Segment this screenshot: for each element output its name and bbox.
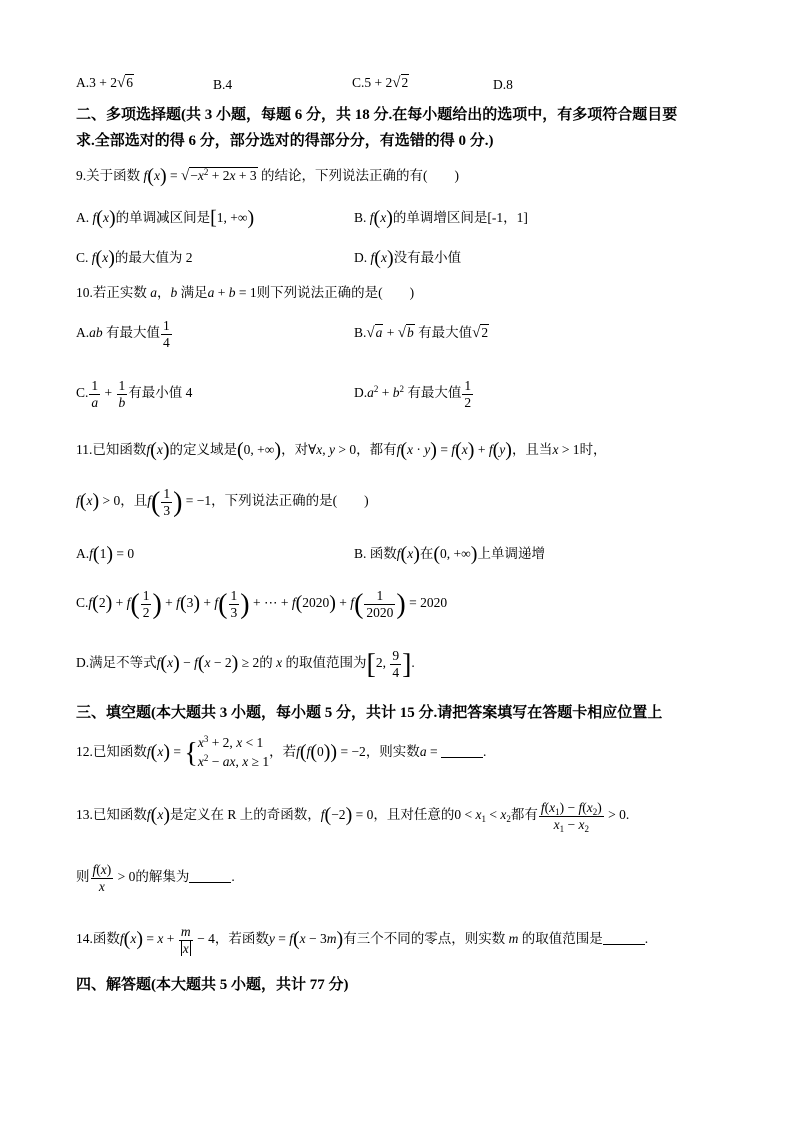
q14-answer-blank[interactable] — [603, 932, 645, 945]
q11-option-a: A.f(1) = 0 — [76, 543, 135, 565]
q8-option-a: A.3 + 2√6 — [76, 75, 133, 91]
section3-heading: 三、填空题(本大题共 3 小题，每小题 5 分，共计 15 分.请把答案填写在答题卡相应位置上 — [76, 705, 663, 721]
q13-stem-line1: 13.已知函数f(x)是定义在 R 上的奇函数，f(−2) = 0，且对任意的$0 < x_1 < x_2$都有 $\frac{f(x_1) - f(x_2)}{x_1 - x_2}$ > 0. — [76, 800, 630, 834]
section2-heading-line1: 二、多项选择题(共 3 小题，每题 6 分，共 18 分.在每小题给出的选项中，有多项符合题目要 — [76, 107, 678, 123]
q10-option-a: A.ab 有最大值 $\frac{1}{4}$ — [76, 318, 170, 350]
q9-option-c: C. f(x)的最大值为 2 — [76, 247, 193, 269]
q12-stem: 12.已知函数f(x) = { $x^3 + 2$, x < 1 $x^2$ − ax, x ≥ 1 ，若f(f(0)) = −2，则实数a = . — [76, 734, 487, 769]
q8-option-c: C.5 + 2√2 — [352, 75, 409, 91]
section2-heading-line2: 求.全部选对的得 6 分，部分选对的得部分分，有选错的得 0 分.) — [76, 133, 494, 149]
q12-answer-blank[interactable] — [441, 745, 483, 758]
q11-stem-line1: 11.已知函数f(x)的定义域是(0, +∞)，对∀x, y > 0，都有f(x · y) = f(x) + f(y)，且当x > 1时， — [76, 439, 607, 461]
q10-option-b: B.√a + √b 有最大值√2 — [354, 325, 489, 341]
q9-option-d: D. f(x)没有最小值 — [354, 247, 462, 269]
q11-option-c: C.f(2) + f( $\frac{1}{2}$ ) + f(3) + f( $\frac{1}{3}$ ) + ⋯ + f(2020) + f( $\frac{1}{2020}$ ) = 2020 — [76, 588, 448, 621]
section4-heading: 四、解答题(本大题共 5 小题，共计 77 分) — [76, 977, 349, 993]
q11-option-d: D.满足不等式f(x) − f(x − 2) ≥ 2的 x 的取值范围为[2, $\frac{9}{4}$ ]. — [76, 648, 415, 681]
q10-option-d: $D.a^2 + b^2$ 有最大值 $\frac{1}{2}$ — [354, 378, 472, 410]
q11-stem-line2: f(x) > 0，且f( $\frac{1}{3}$ ) = −1，下列说法正确的是( ) — [76, 486, 369, 519]
q10-option-c: C. $\frac{1}{a}$ + $\frac{1}{b}$ 有最小值 4 — [76, 378, 193, 410]
q13-answer-blank[interactable] — [189, 870, 231, 883]
q9-option-b: B. f(x)的单调增区间是[-1，1] — [354, 207, 528, 229]
q10-stem: 10.若正实数 a，b 满足a + b = 1则下列说法正确的是( ) — [76, 285, 415, 300]
q9-option-a: A. f(x)的单调减区间是[1, +∞) — [76, 207, 255, 229]
q14-stem: 14.函数f(x) = x + $\frac{m}{x}$ − 4，若函数y = f(x − 3m)有三个不同的零点，则实数 m 的取值范围是 . — [76, 924, 649, 956]
q11-option-b: B. 函数f(x)在(0, +∞)上单调递增 — [354, 543, 545, 565]
q13-stem-line2: 则 $\frac{f(x)}{x}$ > 0的解集为 . — [76, 862, 235, 894]
q8-option-d: D.8 — [493, 77, 513, 92]
q8-option-b: B.4 — [213, 77, 233, 92]
q9-stem: 9.关于函数 $f(x) = √-x^2 + 2x + 3$ 的结论，下列说法正确的有( ) — [76, 165, 459, 187]
